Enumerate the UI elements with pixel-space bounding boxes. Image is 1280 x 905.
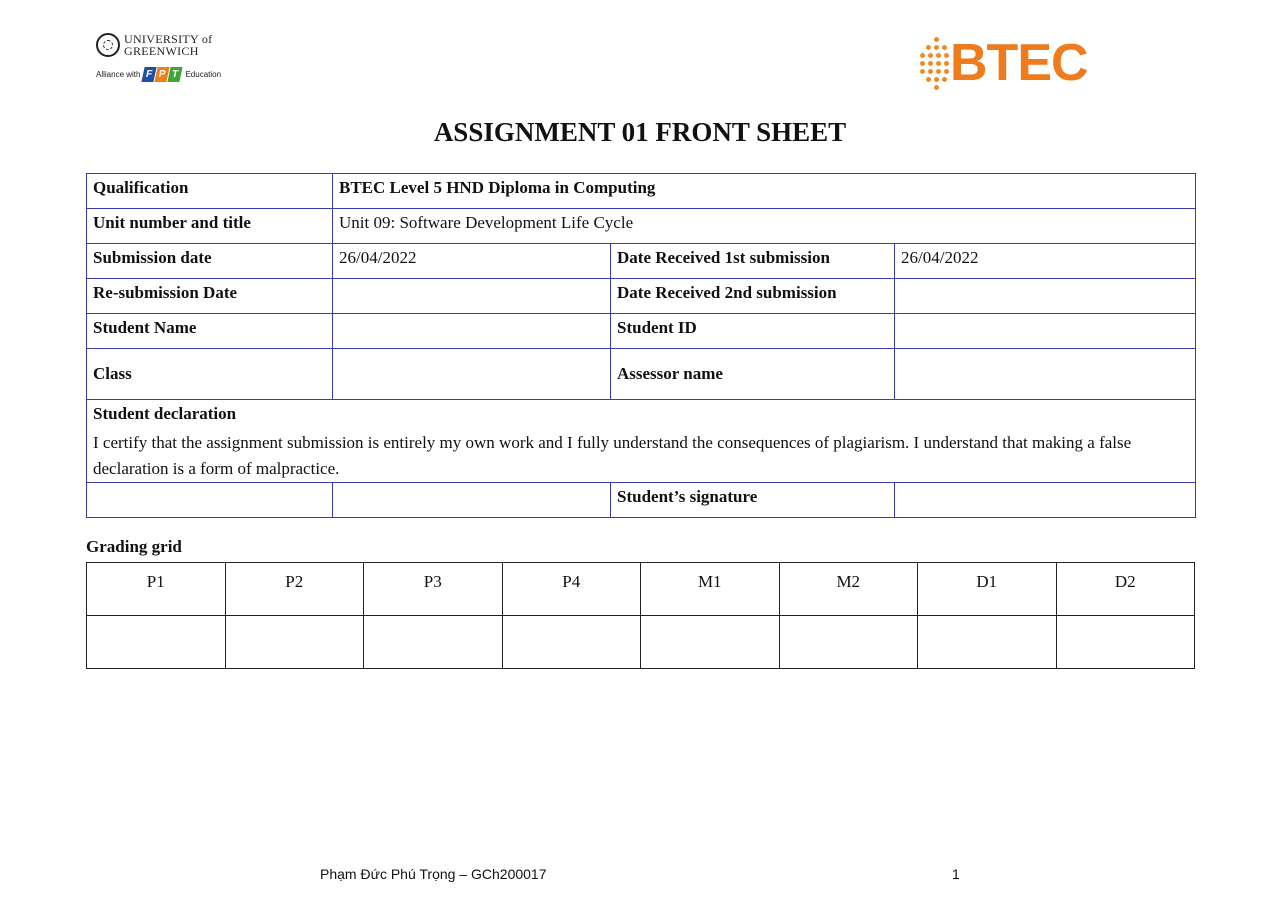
uog-line-2: GREENWICH xyxy=(124,44,199,58)
student-name-label: Student Name xyxy=(87,314,333,349)
student-id-label: Student ID xyxy=(611,314,895,349)
grading-grid-label: Grading grid xyxy=(86,537,182,556)
fpt-letter-f: F xyxy=(142,67,157,82)
assessor-label: Assessor name xyxy=(611,349,895,400)
row-unit xyxy=(87,209,1196,244)
declaration-heading: Student declaration xyxy=(93,404,237,423)
submission-date-label: Submission date xyxy=(87,244,333,279)
btec-wordmark: BTEC xyxy=(950,34,1088,92)
signature-value xyxy=(895,483,1196,518)
unit-label: Unit number and title xyxy=(87,209,333,244)
row-qualification xyxy=(87,174,1196,209)
signature-blank-1 xyxy=(87,483,333,518)
signature-blank-2 xyxy=(333,483,611,518)
grading-header-row xyxy=(87,563,1195,616)
row-signature xyxy=(87,483,1196,518)
declaration-cell xyxy=(87,400,1196,483)
grade-cell-m1 xyxy=(641,616,780,669)
fpt-logo xyxy=(143,67,182,82)
grade-header-p1: P1 xyxy=(87,563,226,616)
grade-header-d2: D2 xyxy=(1056,563,1195,616)
grade-header-p4: P4 xyxy=(502,563,641,616)
grade-cell-d2 xyxy=(1056,616,1195,669)
date-received-2-label: Date Received 2nd submission xyxy=(611,279,895,314)
row-student xyxy=(87,314,1196,349)
alliance-suffix: Education xyxy=(185,70,222,79)
signature-label: Student’s signature xyxy=(611,483,895,518)
row-declaration xyxy=(87,400,1196,483)
row-submission xyxy=(87,244,1196,279)
btec-logo xyxy=(918,33,1108,93)
row-class xyxy=(87,349,1196,400)
student-name-value xyxy=(333,314,611,349)
grading-grid-table xyxy=(86,562,1195,669)
grade-header-d1: D1 xyxy=(918,563,1057,616)
fpt-letter-t: T xyxy=(168,67,183,82)
qualification-value: BTEC Level 5 HND Diploma in Computing xyxy=(333,174,1196,209)
submission-date-value: 26/04/2022 xyxy=(333,244,611,279)
resubmission-label: Re-submission Date xyxy=(87,279,333,314)
btec-dots-icon xyxy=(918,35,950,91)
footer-author: Phạm Đức Phú Trọng – GCh200017 xyxy=(320,866,547,882)
student-id-value xyxy=(895,314,1196,349)
fpt-letter-p: P xyxy=(155,67,170,82)
university-of-greenwich-logo xyxy=(96,33,226,99)
crest-icon xyxy=(96,33,120,57)
class-label: Class xyxy=(87,349,333,400)
grade-cell-p3 xyxy=(364,616,503,669)
front-sheet-table xyxy=(86,173,1196,518)
assessor-value xyxy=(895,349,1196,400)
date-received-1-value: 26/04/2022 xyxy=(895,244,1196,279)
grade-header-p2: P2 xyxy=(225,563,364,616)
date-received-2-value xyxy=(895,279,1196,314)
declaration-text: I certify that the assignment submission is entirely my own work and I fully understand the consequences of plagiarism. I understand that making a false declaration is a form of malpractice. xyxy=(93,433,1132,478)
grade-cell-p4 xyxy=(502,616,641,669)
alliance-prefix: Alliance with xyxy=(96,70,141,79)
page-title: ASSIGNMENT 01 FRONT SHEET xyxy=(433,117,847,147)
grade-header-m1: M1 xyxy=(641,563,780,616)
row-resubmission xyxy=(87,279,1196,314)
footer-page-number: 1 xyxy=(952,866,960,882)
resubmission-value xyxy=(333,279,611,314)
fpt-alliance xyxy=(96,67,226,82)
grading-value-row xyxy=(87,616,1195,669)
class-value xyxy=(333,349,611,400)
grade-cell-m2 xyxy=(779,616,918,669)
uog-wordmark xyxy=(96,33,226,57)
grade-cell-p2 xyxy=(225,616,364,669)
uog-line-1: UNIVERSITY of xyxy=(124,32,213,46)
grade-header-m2: M2 xyxy=(779,563,918,616)
qualification-label: Qualification xyxy=(87,174,333,209)
date-received-1-label: Date Received 1st submission xyxy=(611,244,895,279)
grade-cell-p1 xyxy=(87,616,226,669)
unit-value: Unit 09: Software Development Life Cycle xyxy=(333,209,1196,244)
grade-header-p3: P3 xyxy=(364,563,503,616)
grade-cell-d1 xyxy=(918,616,1057,669)
